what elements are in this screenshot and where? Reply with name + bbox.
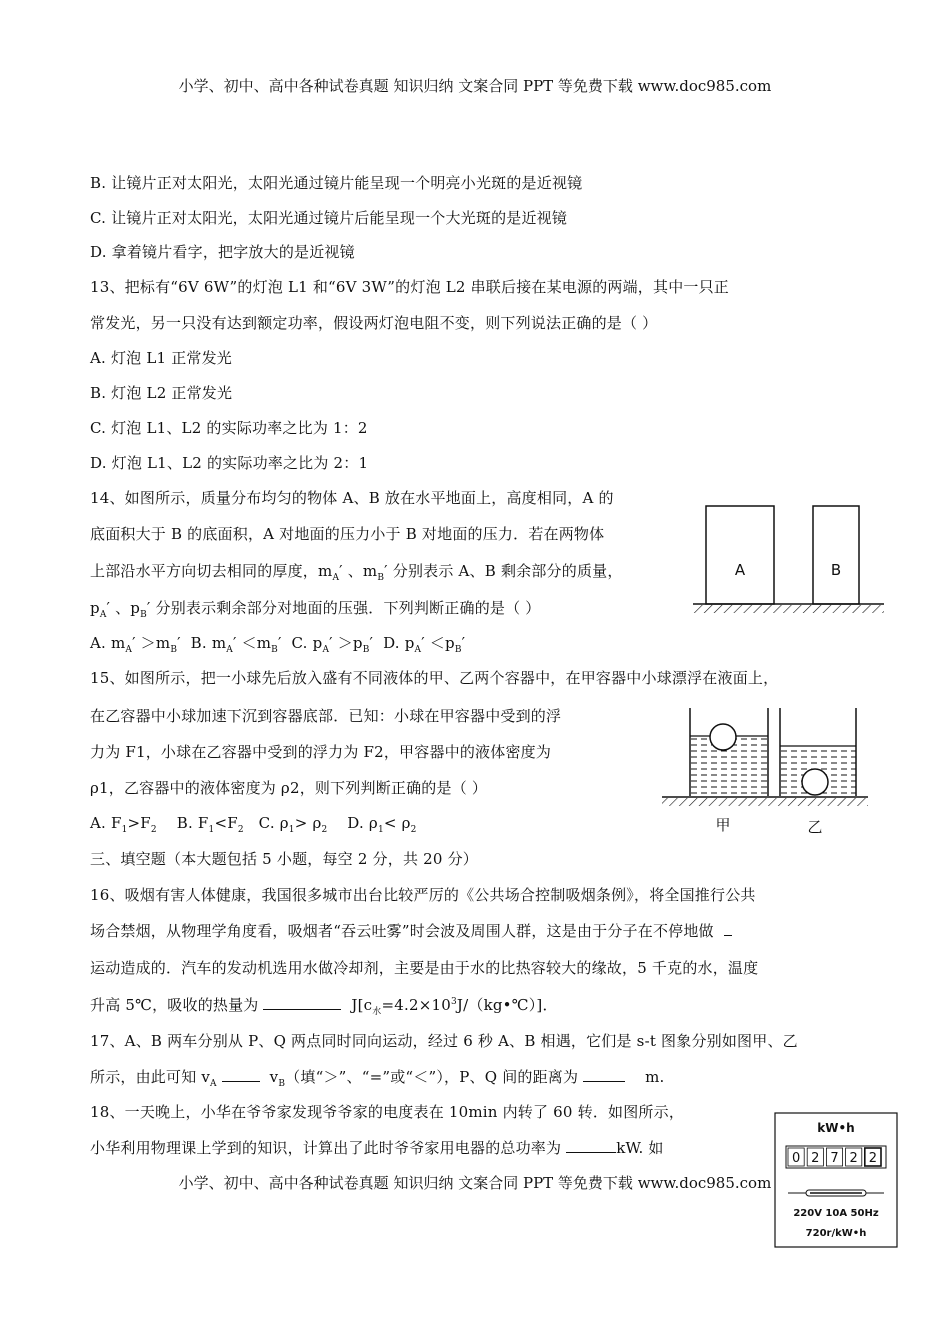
ball-sunk xyxy=(802,769,828,795)
q17-blank-2[interactable] xyxy=(583,1067,625,1082)
meter-digit: 2 xyxy=(849,1151,858,1166)
page-footer: 小学、初中、高中各种试卷真题 知识归纳 文案合同 PPT 等免费下载 www.doc985.com xyxy=(178,1174,772,1192)
meter-digit: 2 xyxy=(868,1151,878,1166)
q18-stem-1: 18、一天晚上，小华在爷爷家发现爷爷家的电度表在 10min 内转了 60 转．如图所示， xyxy=(90,1103,685,1121)
q15-options: A. $F_1>F_2$ B. $F_1<F_2$ C. $\rho_1> \rho_2$ D. $\rho_1< \rho_2$ xyxy=(90,814,417,835)
q16-stem-3: 运动造成的．汽车的发动机选用水做冷却剂，主要是由于水的比热容较大的缘故，5 千克的水，温度 xyxy=(90,959,759,977)
label-yi: 乙 xyxy=(807,818,823,836)
q14-options: A. $m_A' >m_B'$ B. $m_A' <m_B'$ C. $p_A' >p_B'$ D. $p_A' <p_B'$ xyxy=(90,634,466,655)
label-a: A xyxy=(734,561,746,579)
meter-rate: 720r/kW•h xyxy=(805,1228,867,1239)
q18-stem-2: 小华利用物理课上学到的知识，计算出了此时爷爷家用电器的总功率为 kW. 如 xyxy=(90,1139,664,1157)
q13-option-d: D. 灯泡 L1、L2 的实际功率之比为 2：1 xyxy=(90,454,369,472)
q14-stem-2: 底面积大于 B 的底面积，A 对地面的压力小于 B 对地面的压力．若在两物体 xyxy=(90,525,605,543)
option-c-line: C. 让镜片正对太阳光，太阳光通过镜片后能呈现一个大光斑的是近视镜 xyxy=(90,209,568,227)
meter-digit: 0 xyxy=(791,1151,801,1166)
q18-blank-1[interactable] xyxy=(566,1138,616,1153)
meter-digits xyxy=(788,1148,881,1166)
block-b xyxy=(813,506,859,604)
meter-digit: 7 xyxy=(830,1151,839,1166)
label-jia: 甲 xyxy=(715,816,731,834)
q15-stem-2: 在乙容器中小球加速下沉到容器底部．已知：小球在甲容器中受到的浮 xyxy=(90,707,562,725)
q14-stem-1: 14、如图所示，质量分布均匀的物体 A、B 放在水平地面上，高度相同，A 的 xyxy=(90,489,614,507)
q16-blank-1[interactable] xyxy=(724,921,732,936)
q14-stem-3: 上部沿水平方向切去相同的厚度，$m_A'$ 、$m_B'$ 分别表示 A、B 剩余部分的质量， xyxy=(90,562,623,583)
q14-figure xyxy=(688,500,888,618)
option-b-line: B. 让镜片正对太阳光，太阳光通过镜片能呈现一个明亮小光斑的是近视镜 xyxy=(90,174,583,192)
q17-stem-2: 所示，由此可知 $v_A$ $v_B$（填“＞”、“=”或“＜”），P、Q 间的距离为 m. xyxy=(90,1068,665,1089)
q15-figure xyxy=(660,706,870,841)
q13-option-a: A. 灯泡 L1 正常发光 xyxy=(90,349,233,367)
q13-option-b: B. 灯泡 L2 正常发光 xyxy=(90,384,233,402)
q15-stem-4: ρ1，乙容器中的液体密度为 ρ2，则下列判断正确的是（ ） xyxy=(90,779,488,797)
q16-stem-2: 场合禁烟，从物理学角度看，吸烟者“吞云吐雾”时会波及周围人群，这是由于分子在不停地做 xyxy=(90,920,732,941)
energy-meter-figure xyxy=(774,1112,898,1248)
meter-spec: 220V 10A 50Hz xyxy=(793,1208,879,1219)
q17-stem-1: 17、A、B 两车分别从 P、Q 两点同时同向运动，经过 6 秒 A、B 相遇，它们是 s-t 图象分别如图甲、乙 xyxy=(90,1032,798,1050)
q16-stem-4: 升高 5℃，吸收的热量为 $J[c_水=4.2\times 10^3J/(kg•℃)]$． xyxy=(90,996,558,1017)
q15-stem-3: 力为 F1，小球在乙容器中受到的浮力为 F2，甲容器中的液体密度为 xyxy=(90,743,552,761)
block-a xyxy=(706,506,774,604)
label-b: B xyxy=(830,561,842,579)
meter-unit: kW•h xyxy=(817,1121,855,1135)
q16-stem-1: 16、吸烟有害人体健康，我国很多城市出台比较严厉的《公共场合控制吸烟条例》，将全国推行公共 xyxy=(90,886,756,904)
option-d-line: D. 拿着镜片看字，把字放大的是近视镜 xyxy=(90,243,355,261)
q13-option-c: C. 灯泡 L1、L2 的实际功率之比为 1：2 xyxy=(90,419,368,437)
q15-stem-1: 15、如图所示，把一小球先后放入盛有不同液体的甲、乙两个容器中，在甲容器中小球漂浮在液面上， xyxy=(90,669,779,687)
q14-stem-4: $p_A'$ 、$p_B'$ 分别表示剩余部分对地面的压强．下列判断正确的是（ ） xyxy=(90,599,541,620)
ball-floating xyxy=(710,724,736,750)
q17-blank-1[interactable] xyxy=(222,1067,260,1082)
q16-blank-2[interactable] xyxy=(263,995,341,1010)
q13-stem-1: 13、把标有“6V 6W”的灯泡 L1 和“6V 3W”的灯泡 L2 串联后接在某电源的两端，其中一只正 xyxy=(90,278,730,296)
page-header: 小学、初中、高中各种试卷真题 知识归纳 文案合同 PPT 等免费下载 www.doc985.com xyxy=(178,77,772,95)
meter-digit: 2 xyxy=(811,1151,820,1166)
q13-stem-2: 常发光，另一只没有达到额定功率，假设两灯泡电阻不变，则下列说法正确的是（ ） xyxy=(90,314,658,332)
section-3-title: 三、填空题（本大题包括 5 小题，每空 2 分，共 20 分） xyxy=(90,850,478,868)
